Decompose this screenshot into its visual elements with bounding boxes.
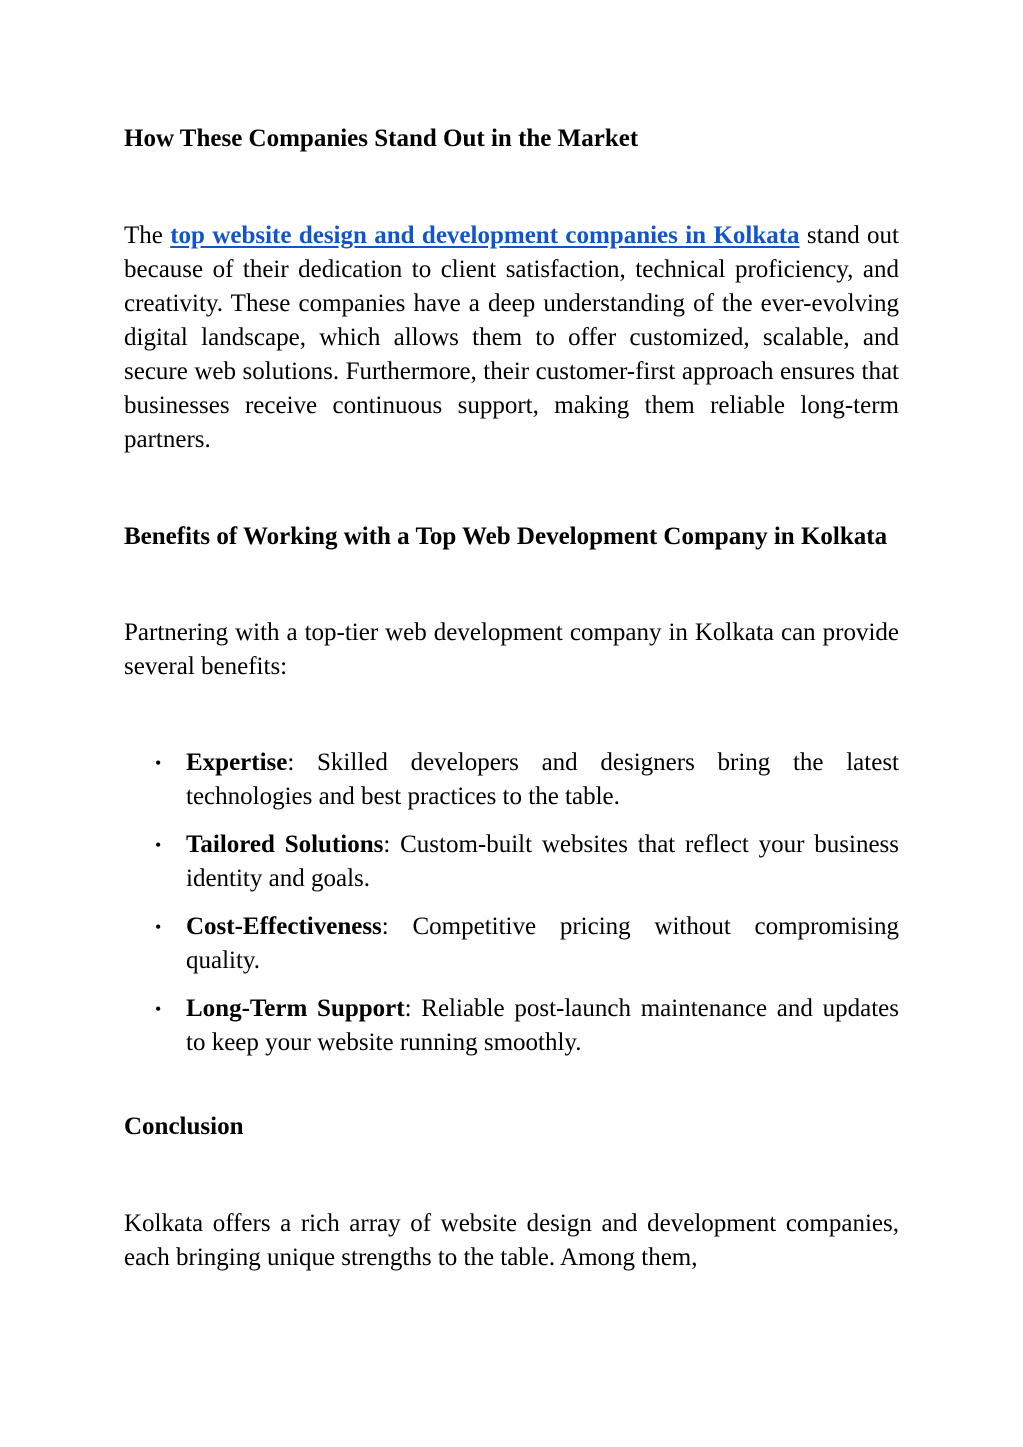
list-item [124, 828, 899, 896]
benefit-description: : Custom-built websites that reflect your business identity and goals. [186, 831, 900, 892]
benefit-term: Expertise [186, 749, 288, 776]
section-heading-stand-out: How These Companies Stand Out in the Market [124, 125, 639, 152]
benefit-term: Long-Term Support [186, 995, 405, 1022]
bullet-icon: • [155, 999, 162, 1019]
benefit-description: : Competitive pricing without compromising quality. [186, 913, 899, 974]
section-heading-conclusion: Conclusion [124, 1113, 244, 1140]
benefits-list [124, 746, 899, 1060]
top-companies-link[interactable]: top website design and development companies in Kolkata [170, 222, 800, 249]
list-item [124, 746, 899, 814]
benefit-term: Cost-Effectiveness [186, 913, 382, 940]
paragraph-benefits-intro: Partnering with a top-tier web development company in Kolkata can provide several benefits: [124, 619, 899, 680]
paragraph-prefix: The [124, 222, 171, 249]
benefit-term: Tailored Solutions [186, 831, 384, 858]
benefit-description: : Skilled developers and designers bring the latest technologies and best practices to the table. [186, 749, 899, 810]
paragraph-stand-out [124, 219, 899, 457]
benefit-description: : Reliable post-launch maintenance and updates to keep your website running smoothly. [186, 995, 899, 1056]
list-item [124, 992, 899, 1060]
document-page [124, 122, 899, 1275]
list-item [124, 910, 899, 978]
paragraph-conclusion: Kolkata offers a rich array of website design and development companies, each bringing unique strengths to the table. Among them, [124, 1210, 899, 1271]
bullet-icon: • [155, 917, 162, 937]
section-heading-benefits: Benefits of Working with a Top Web Development Company in Kolkata [124, 523, 888, 550]
bullet-icon: • [155, 753, 162, 773]
paragraph-suffix: stand out because of their dedication to client satisfaction, technical proficiency, and creativity. These companies have a deep understanding of the ever-evolving digital landscape, which allows them to offer customized, scalable, and secure web solutions. Furthermore, their customer-first approach ensures that businesses receive continuous support, making them reliable long-term partners. [124, 222, 899, 453]
bullet-icon: • [155, 835, 162, 855]
